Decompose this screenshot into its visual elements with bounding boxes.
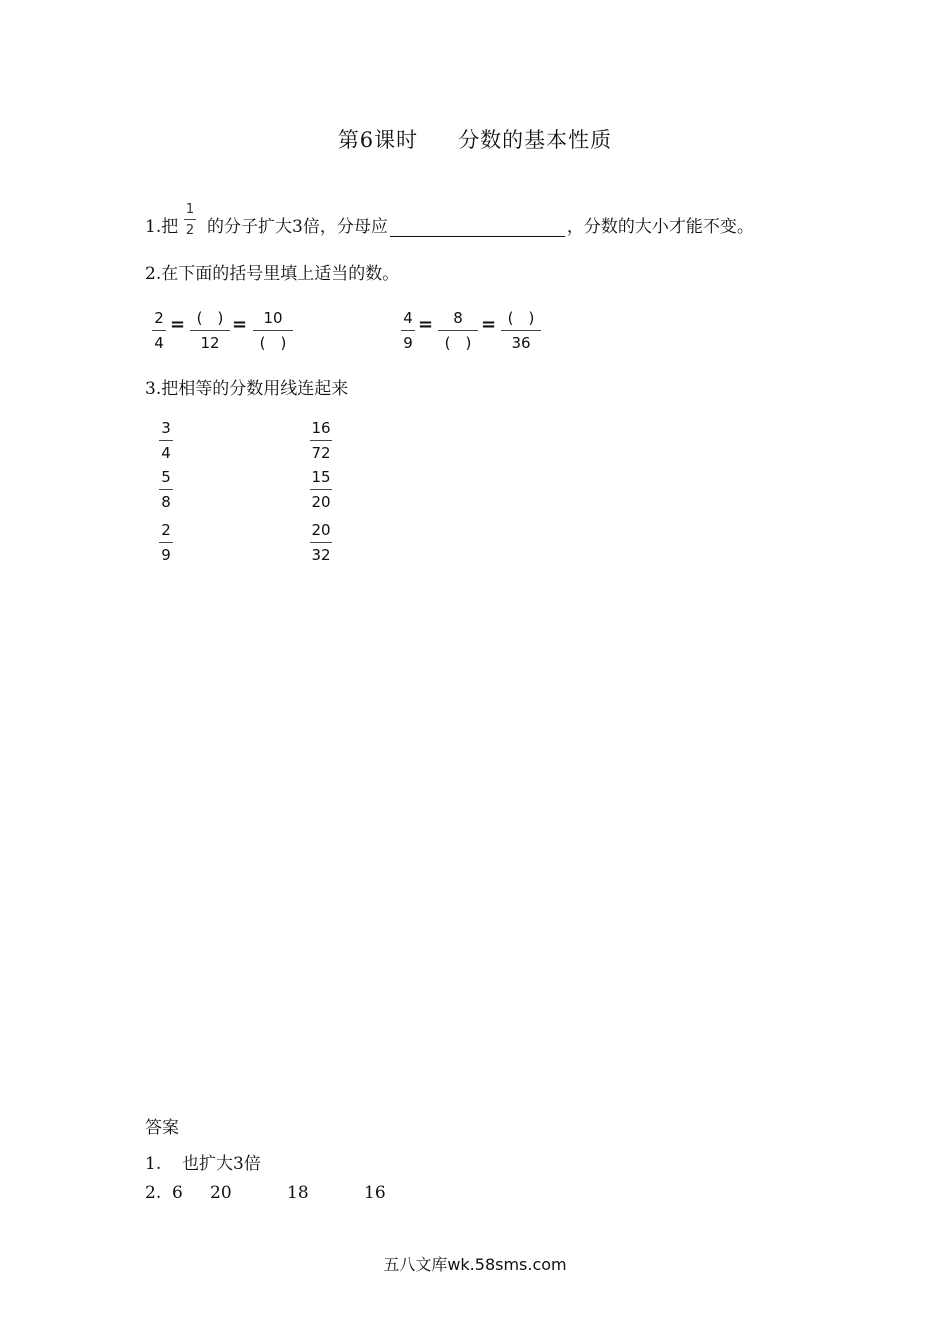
- q1-comma: ，: [566, 217, 584, 237]
- question-2: 2.在下面的括号里填上适当的数。: [145, 264, 400, 284]
- answer-2-number: 2.: [145, 1183, 162, 1203]
- q3-right-fraction[interactable]: [310, 470, 332, 510]
- answer-number: 1.: [145, 1154, 162, 1174]
- denominator: 72: [311, 444, 331, 462]
- answer-1: [145, 1149, 261, 1174]
- q1-answer-blank[interactable]: [390, 218, 565, 237]
- footer-watermark: 五八文库wk.58sms.com: [383, 1255, 567, 1274]
- numerator: 10: [263, 309, 283, 327]
- question-1-rest: [207, 212, 754, 237]
- numerator-blank[interactable]: ( ): [196, 309, 224, 327]
- q1-fraction: [184, 203, 196, 237]
- equals-sign: =: [170, 314, 186, 335]
- numerator: 1: [185, 202, 195, 217]
- lesson-topic: 分数的基本性质: [458, 128, 613, 152]
- q3-right-fraction[interactable]: [310, 421, 332, 461]
- answer-2-value: 20: [210, 1183, 232, 1203]
- q3-left-fraction[interactable]: [159, 421, 173, 461]
- numerator: 20: [311, 521, 331, 539]
- denominator: 9: [403, 334, 413, 352]
- denominator: 4: [161, 444, 171, 462]
- q1-prefix: 1.把: [145, 217, 179, 237]
- numerator: 3: [161, 419, 171, 437]
- q2-right-fraction-2[interactable]: [438, 311, 478, 351]
- question-1: [145, 212, 178, 237]
- numerator: 2: [161, 521, 171, 539]
- answer-2-value: 18: [287, 1183, 309, 1203]
- q3-right-fraction[interactable]: [310, 523, 332, 563]
- page-title: [0, 124, 950, 154]
- denominator-blank[interactable]: ( ): [259, 334, 287, 352]
- q2-left-fraction-2[interactable]: [190, 311, 230, 351]
- answer-2-value: 16: [364, 1183, 386, 1203]
- numerator: 16: [311, 419, 331, 437]
- denominator: 2: [185, 223, 195, 238]
- numerator: 4: [403, 309, 413, 327]
- q2-right-fraction-3[interactable]: [501, 311, 541, 351]
- answer-2-value: 6: [172, 1183, 183, 1203]
- q3-left-fraction[interactable]: [159, 523, 173, 563]
- lesson-number: 第6课时: [337, 128, 419, 152]
- answer-text: 也扩大3倍: [182, 1154, 261, 1174]
- denominator: 12: [200, 334, 220, 352]
- q2-right-fraction-1: [401, 311, 415, 351]
- equals-sign: =: [481, 314, 497, 335]
- question-3: 3.把相等的分数用线连起来: [145, 379, 349, 399]
- q2-left-fraction-3[interactable]: [253, 311, 293, 351]
- numerator-blank[interactable]: ( ): [507, 309, 535, 327]
- answers-heading: 答案: [145, 1118, 179, 1138]
- denominator: 32: [311, 546, 331, 564]
- q1-suffix: 分数的大小才能不变。: [583, 217, 754, 237]
- denominator: 9: [161, 546, 171, 564]
- q2-left-fraction-1: [152, 311, 166, 351]
- denominator: 8: [161, 493, 171, 511]
- denominator: 4: [154, 334, 164, 352]
- denominator-blank[interactable]: ( ): [444, 334, 472, 352]
- q3-left-fraction[interactable]: [159, 470, 173, 510]
- equals-sign: =: [418, 314, 434, 335]
- numerator: 15: [311, 468, 331, 486]
- numerator: 5: [161, 468, 171, 486]
- denominator: 20: [311, 493, 331, 511]
- numerator: 8: [453, 309, 463, 327]
- equals-sign: =: [232, 314, 248, 335]
- denominator: 36: [511, 334, 531, 352]
- q1-middle: 的分子扩大3倍，分母应: [207, 217, 388, 237]
- numerator: 2: [154, 309, 164, 327]
